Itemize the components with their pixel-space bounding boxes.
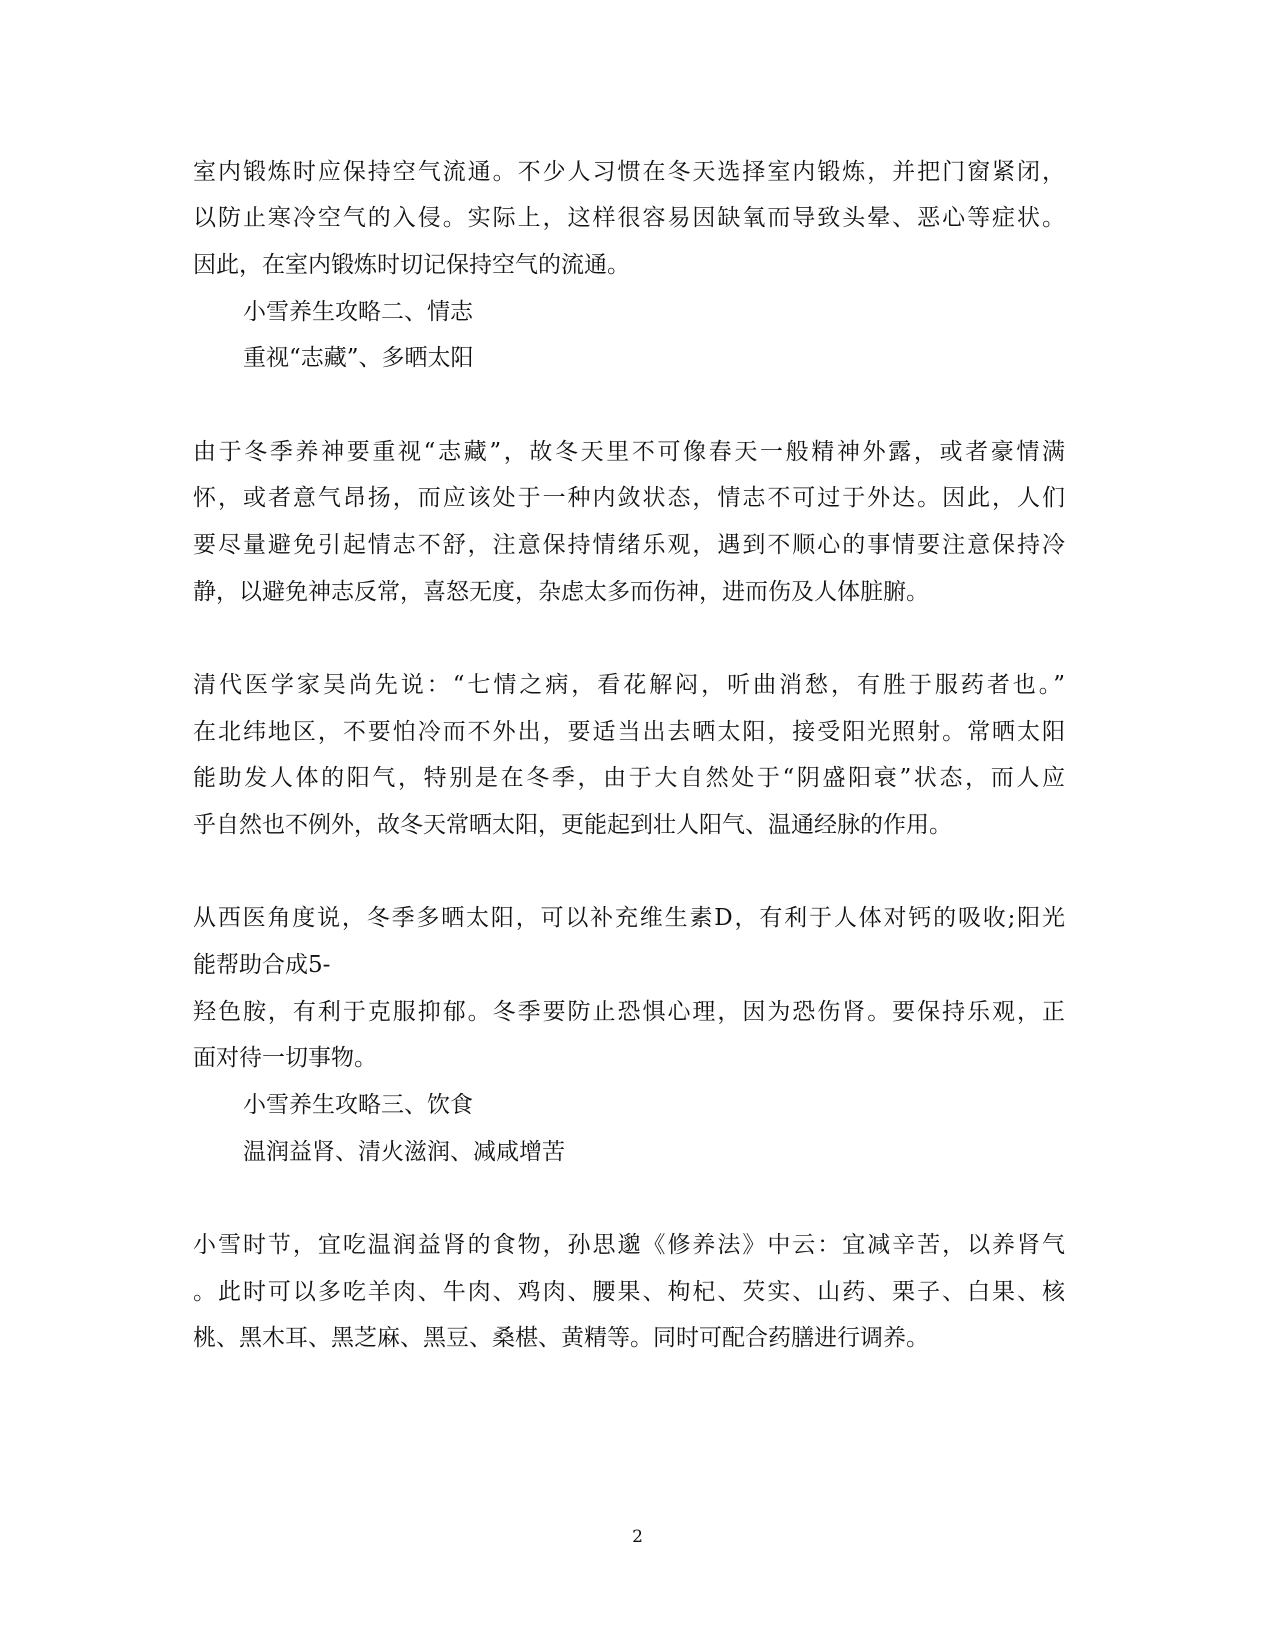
section-heading: 小雪养生攻略二、情志 <box>243 299 473 325</box>
paragraph-line: 羟色胺，有利于克服抑郁。冬季要防止恐惧心理，因为恐伤肾。要保持乐观，正 <box>193 999 1065 1025</box>
paragraph-line: 桃、黑木耳、黑芝麻、黑豆、桑椹、黄精等。同时可配合药膳进行调养。 <box>193 1325 929 1351</box>
paragraph-line: 室内锻炼时应保持空气流通。不少人习惯在冬天选择室内锻炼，并把门窗紧闭， <box>193 159 1065 185</box>
paragraph-line: 在北纬地区，不要怕冷而不外出，要适当出去晒太阳，接受阳光照射。常晒太阳 <box>193 719 1065 745</box>
paragraph-line: 面对待一切事物。 <box>193 1045 377 1071</box>
paragraph-line: 能帮助合成5- <box>193 952 331 978</box>
paragraph-line: 从西医角度说，冬季多晒太阳，可以补充维生素D，有利于人体对钙的吸收;阳光 <box>193 905 1065 931</box>
paragraph-line: 静，以避免神志反常，喜怒无度，杂虑太多而伤神，进而伤及人体脏腑。 <box>193 579 929 605</box>
section-subheading: 温润益肾、清火滋润、减咸增苦 <box>243 1139 565 1165</box>
paragraph-line: 因此，在室内锻炼时切记保持空气的流通。 <box>193 252 630 278</box>
paragraph-line: 。此时可以多吃羊肉、牛肉、鸡肉、腰果、枸杞、芡实、山药、栗子、白果、核 <box>193 1279 1065 1305</box>
paragraph-line: 清代医学家吴尚先说：“七情之病，看花解闷，听曲消愁，有胜于服药者也。” <box>193 672 1065 698</box>
paragraph-line: 以防止寒冷空气的入侵。实际上，这样很容易因缺氧而导致头晕、恶心等症状。 <box>193 205 1065 231</box>
section-subheading: 重视“志藏”、多晒太阳 <box>243 345 474 371</box>
paragraph-line: 能助发人体的阳气，特别是在冬季，由于大自然处于“阴盛阳衰”状态，而人应 <box>193 765 1065 791</box>
paragraph-line: 小雪时节，宜吃温润益肾的食物，孙思邈《修养法》中云：宜减辛苦，以养肾气 <box>193 1232 1065 1258</box>
page-number: 2 <box>632 1527 643 1547</box>
paragraph-line: 乎自然也不例外，故冬天常晒太阳，更能起到壮人阳气、温通经脉的作用。 <box>193 812 952 838</box>
section-heading: 小雪养生攻略三、饮食 <box>243 1092 473 1118</box>
paragraph-line: 要尽量避免引起情志不舒，注意保持情绪乐观，遇到不顺心的事情要注意保持冷 <box>193 532 1065 558</box>
paragraph-line: 由于冬季养神要重视“志藏”，故冬天里不可像春天一般精神外露，或者豪情满 <box>193 439 1065 465</box>
paragraph-line: 怀，或者意气昂扬，而应该处于一种内敛状态，情志不可过于外达。因此，人们 <box>193 485 1065 511</box>
